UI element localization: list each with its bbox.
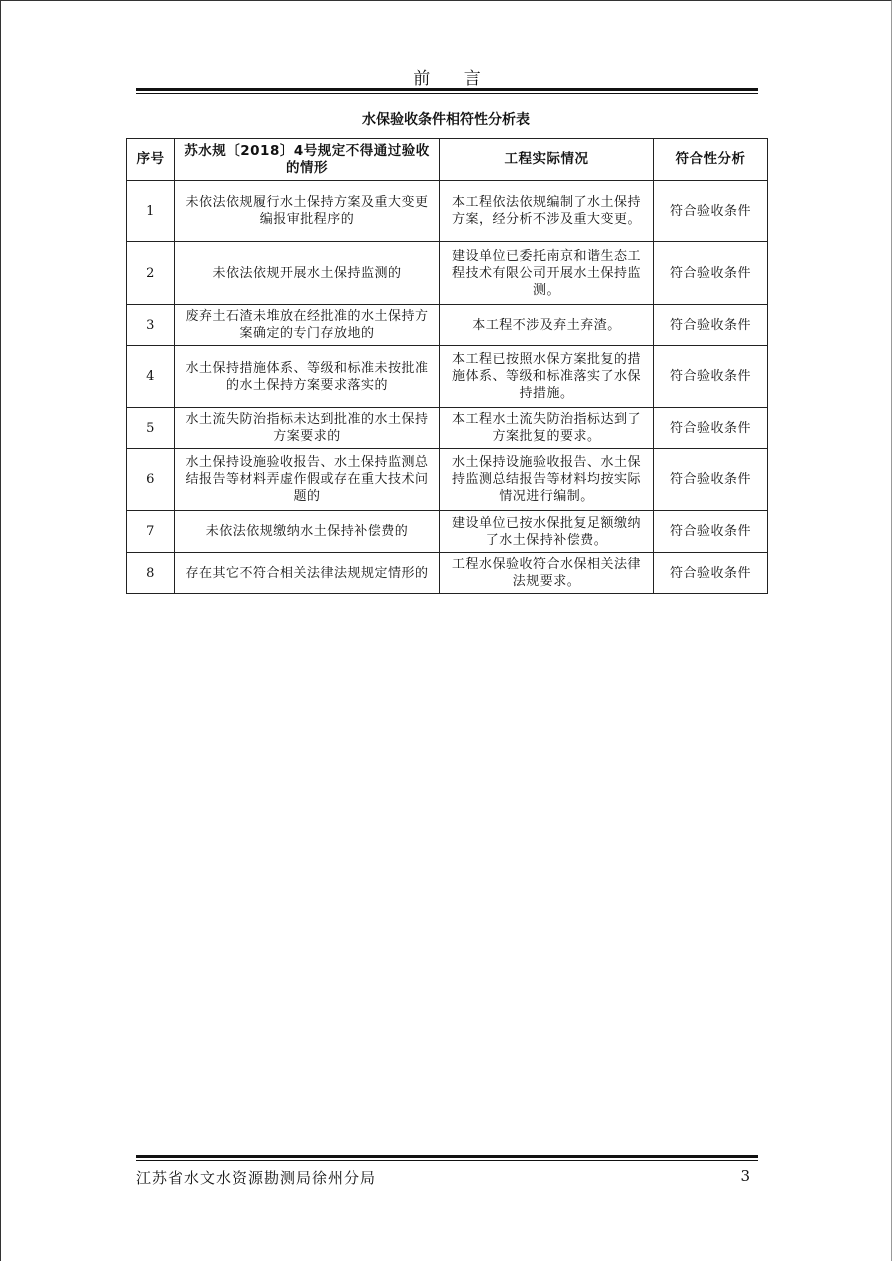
row-analysis: 符合验收条件 [654,242,768,305]
row-actual: 建设单位已按水保批复足额缴纳了水土保持补偿费。 [440,511,654,553]
row-analysis: 符合验收条件 [654,511,768,553]
column-header-situation: 苏水规〔2018〕4号规定不得通过验收的情形 [175,139,440,181]
header-rule [136,88,758,94]
row-analysis: 符合验收条件 [654,449,768,511]
table-row [127,181,768,242]
row-analysis: 符合验收条件 [654,346,768,408]
row-situation: 未依法依规缴纳水土保持补偿费的 [175,511,440,553]
table-title: 水保验收条件相符性分析表 [362,112,530,128]
row-actual: 本工程依法依规编制了水土保持方案，经分析不涉及重大变更。 [440,181,654,242]
row-number: 6 [127,449,175,511]
row-analysis: 符合验收条件 [654,305,768,346]
footer-organization: 江苏省水文水资源勘测局徐州分局 [136,1169,377,1187]
compliance-table [126,138,768,594]
table-row [127,305,768,346]
footer-rule [136,1155,758,1161]
table-row [127,553,768,594]
table-row [127,449,768,511]
row-situation: 未依法依规开展水土保持监测的 [175,242,440,305]
table-row [127,511,768,553]
row-actual: 本工程水土流失防治指标达到了方案批复的要求。 [440,408,654,449]
row-situation: 废弃土石渣未堆放在经批准的水土保持方案确定的专门存放地的 [175,305,440,346]
row-actual: 本工程已按照水保方案批复的措施体系、等级和标准落实了水保持措施。 [440,346,654,408]
row-number: 8 [127,553,175,594]
row-analysis: 符合验收条件 [654,553,768,594]
row-number: 3 [127,305,175,346]
row-number: 1 [127,181,175,242]
table-row [127,346,768,408]
table-header-row [127,139,768,181]
row-actual: 水土保持设施验收报告、水土保持监测总结报告等材料均按实际情况进行编制。 [440,449,654,511]
column-header-actual: 工程实际情况 [440,139,654,181]
row-number: 7 [127,511,175,553]
table-row [127,242,768,305]
row-analysis: 符合验收条件 [654,181,768,242]
row-number: 5 [127,408,175,449]
column-header-analysis: 符合性分析 [654,139,768,181]
row-situation: 水土保持设施验收报告、水土保持监测总结报告等材料弄虚作假或存在重大技术问题的 [175,449,440,511]
row-analysis: 符合验收条件 [654,408,768,449]
row-situation: 水土保持措施体系、等级和标准未按批准的水土保持方案要求落实的 [175,346,440,408]
column-header-no: 序号 [127,139,175,181]
row-number: 2 [127,242,175,305]
row-situation: 存在其它不符合相关法律法规规定情形的 [175,553,440,594]
row-actual: 本工程不涉及弃土弃渣。 [440,305,654,346]
table-row [127,408,768,449]
row-situation: 水土流失防治指标未达到批准的水土保持方案要求的 [175,408,440,449]
row-actual: 工程水保验收符合水保相关法律法规要求。 [440,553,654,594]
row-situation: 未依法依规履行水土保持方案及重大变更编报审批程序的 [175,181,440,242]
row-number: 4 [127,346,175,408]
row-actual: 建设单位已委托南京和谐生态工程技术有限公司开展水土保持监测。 [440,242,654,305]
page-number: 3 [740,1167,750,1185]
page-header-title: 前 言 [413,69,495,89]
